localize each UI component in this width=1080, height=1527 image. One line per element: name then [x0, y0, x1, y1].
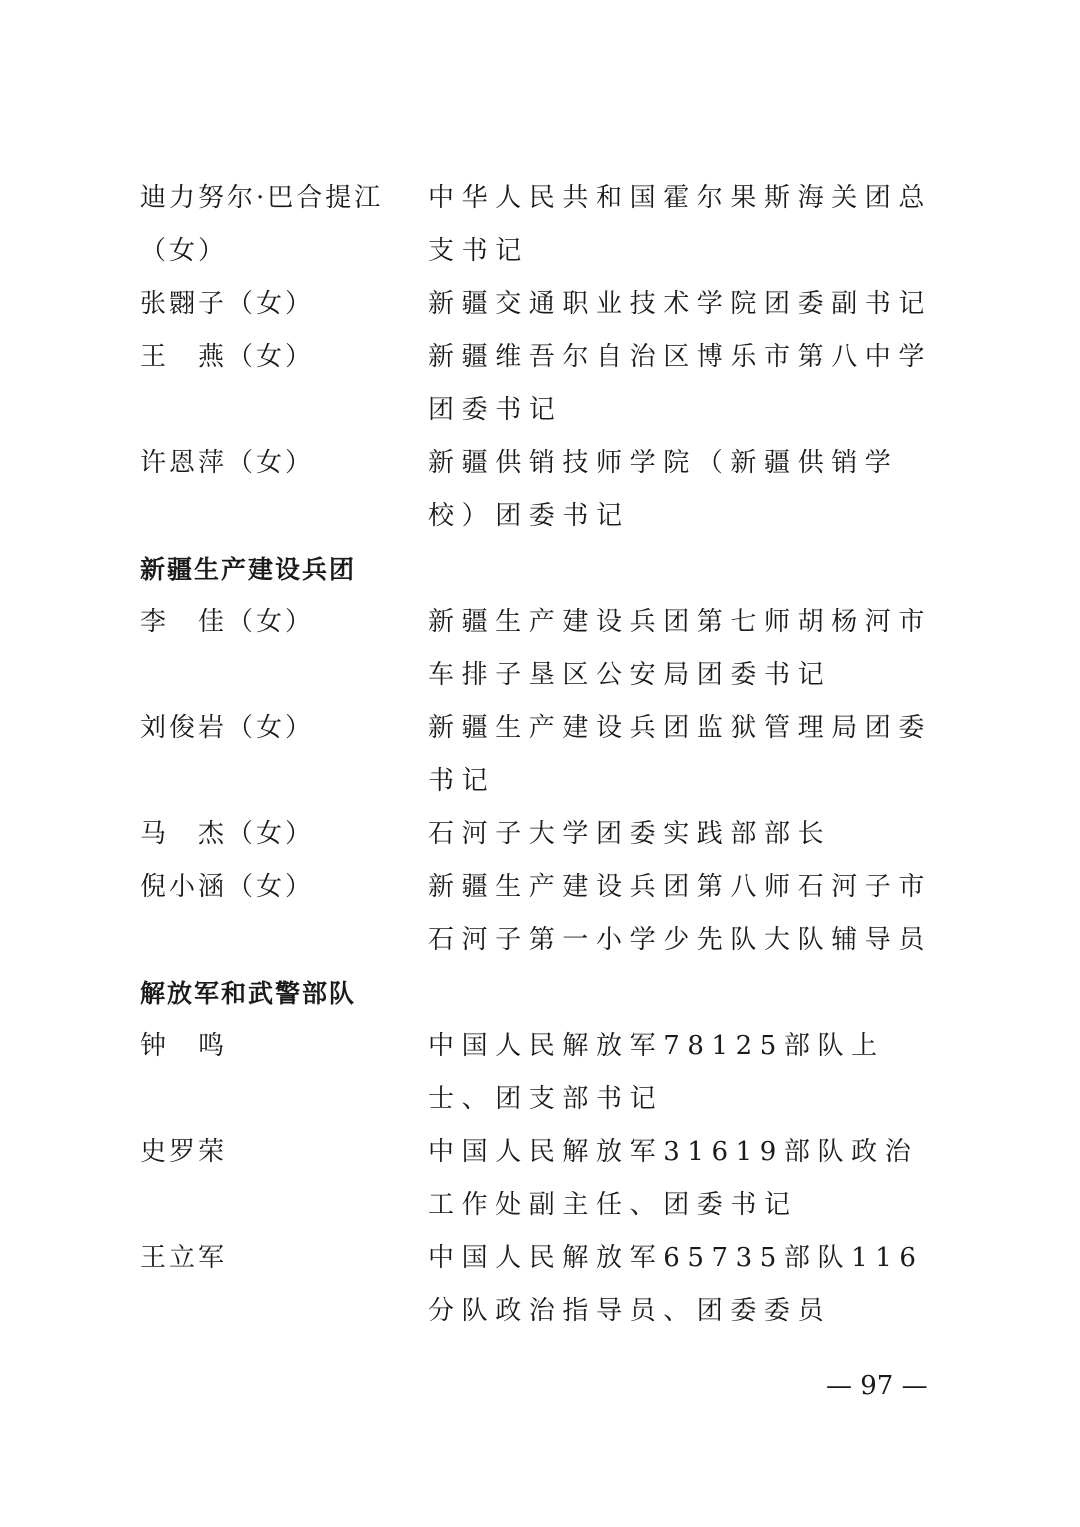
list-item	[140, 1232, 940, 1338]
honoree-name: 王立军	[140, 1243, 228, 1273]
honoree-name: 倪小涵（女）	[140, 872, 315, 902]
honoree-title: 新疆生产建设兵团第七师胡杨河市车排子垦区公安局团委书记	[428, 607, 933, 690]
honoree-title: 新疆交通职业技术学院团委副书记	[428, 289, 933, 319]
honoree-title: 新疆供销技师学院（新疆供销学校）团委书记	[428, 448, 899, 531]
section-heading-army: 解放军和武警部队	[140, 979, 357, 1008]
list-item	[140, 702, 940, 808]
list-item	[140, 172, 940, 278]
page-number: — 97 —	[826, 1371, 928, 1401]
honoree-name: 张翾子（女）	[140, 289, 315, 319]
honoree-title: 新疆生产建设兵团第八师石河子市石河子第一小学少先队大队辅导员	[428, 872, 933, 955]
honoree-name: 刘俊岩（女）	[140, 713, 315, 743]
honoree-title: 中国人民解放军31619部队政治工作处副主任、团委书记	[428, 1137, 919, 1220]
list-item	[140, 437, 940, 543]
honoree-title: 中国人民解放军65735部队116分队政治指导员、团委委员	[428, 1243, 924, 1326]
honoree-title: 中国人民解放军78125部队上士、团支部书记	[428, 1031, 885, 1114]
honoree-name: 李 佳（女）	[140, 607, 315, 637]
list-item	[140, 1126, 940, 1232]
honoree-name: 史罗荣	[140, 1137, 228, 1167]
list-item	[140, 861, 940, 967]
honoree-title: 新疆维吾尔自治区博乐市第八中学团委书记	[428, 342, 933, 425]
honoree-title: 新疆生产建设兵团监狱管理局团委书记	[428, 713, 933, 796]
honoree-list	[140, 172, 940, 1338]
list-item	[140, 596, 940, 702]
list-item	[140, 278, 940, 331]
list-item	[140, 808, 940, 861]
section-heading-bingtuan: 新疆生产建设兵团	[140, 555, 357, 584]
honoree-title: 中华人民共和国霍尔果斯海关团总支书记	[428, 183, 933, 266]
honoree-name: 许恩萍（女）	[140, 448, 315, 478]
list-item	[140, 1020, 940, 1126]
honoree-name: 钟 鸣	[140, 1031, 228, 1061]
honoree-name: 迪力努尔·巴合提江（女）	[140, 183, 384, 266]
honoree-name: 马 杰（女）	[140, 819, 315, 849]
honoree-name: 王 燕（女）	[140, 342, 315, 372]
honoree-title: 石河子大学团委实践部部长	[428, 819, 832, 849]
list-item	[140, 331, 940, 437]
